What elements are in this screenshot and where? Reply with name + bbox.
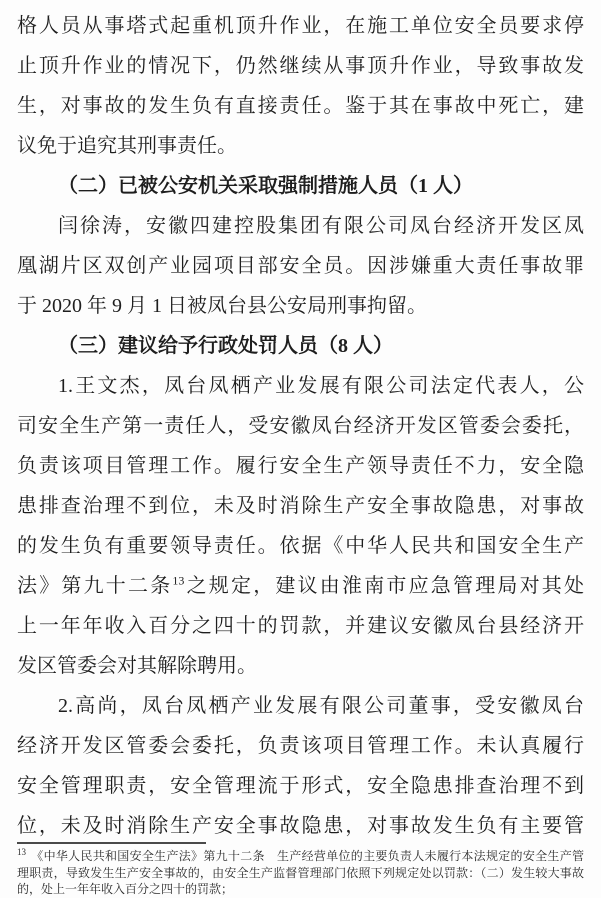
body-line: 于 2020 年 9 月 1 日被凤台县公安局刑事拘留。 — [17, 295, 427, 317]
body-line: 安全管理职责，安全管理流于形式，安全隐患排查治理不到 — [17, 775, 584, 797]
body-line-with-footnote-ref — [17, 566, 584, 606]
body-line: 司安全生产第一责任人，受安徽凤台经济开发区管委会委托， — [17, 415, 584, 437]
body-line: 格人员从事塔式起重机顶升作业，在施工单位安全员要求停 — [17, 15, 584, 37]
body-line: 1.王文杰，凤台凤栖产业发展有限公司法定代表人，公 — [58, 375, 584, 397]
body-line: 经济开发区管委会委托，负责该项目管理工作。未认真履行 — [17, 735, 584, 757]
body-line: 患排查治理不到位，未及时消除生产安全事故隐患，对事故 — [17, 495, 584, 517]
footnote-text: 《中华人民共和国安全生产法》第九十二条 生产经营单位的主要负责人未履行本法规定的安全生产管 — [31, 849, 584, 863]
body-line: 负责该项目管理工作。履行安全生产领导责任不力，安全隐 — [17, 455, 584, 477]
footnote-marker: 13 — [17, 847, 26, 857]
body-line: 发区管委会对其解除聘用。 — [17, 655, 257, 677]
body-line: 议免于追究其刑事责任。 — [17, 135, 237, 157]
footnote-line — [17, 848, 584, 865]
body-line: 凰湖片区双创产业园项目部安全员。因涉嫌重大责任事故罪 — [17, 255, 584, 277]
body-line: 生，对事故的发生负有直接责任。鉴于其在事故中死亡，建 — [17, 95, 584, 117]
document-body — [17, 6, 584, 846]
section-heading-2: （二）已被公安机关采取强制措施人员（1 人） — [58, 175, 473, 197]
body-line: 的发生负有重要领导责任。依据《中华人民共和国安全生产 — [17, 535, 584, 557]
body-line: 2.高尚，凤台凤栖产业发展有限公司董事，受安徽凤台 — [58, 695, 584, 717]
body-line-text: 之规定，建议由淮南市应急管理局对其处 — [184, 575, 584, 597]
superscript-footnote-ref: 13 — [172, 573, 185, 588]
footnote-line: 的，处上一年年收入百分之四十的罚款； — [17, 882, 234, 896]
statute-reference-text: 法》第九十二条 — [17, 575, 173, 597]
footnote-line: 理职责，导致发生生产安全事故的，由安全生产监督管理部门依照下列规定处以罚款：（二）发生较大事故 — [17, 865, 584, 880]
footnote — [17, 842, 584, 898]
section-heading-3: （三）建议给予行政处罚人员（8 人） — [58, 335, 393, 357]
footnote-separator — [17, 842, 206, 844]
body-line: 闫徐涛，安徽四建控股集团有限公司凤台经济开发区凤 — [58, 215, 584, 237]
body-line: 上一年年收入百分之四十的罚款，并建议安徽凤台县经济开 — [17, 615, 584, 637]
body-line: 位，未及时消除生产安全事故隐患，对事故发生负有主要管 — [17, 815, 584, 837]
body-line: 止顶升作业的情况下，仍然继续从事顶升作业，导致事故发 — [17, 55, 584, 77]
